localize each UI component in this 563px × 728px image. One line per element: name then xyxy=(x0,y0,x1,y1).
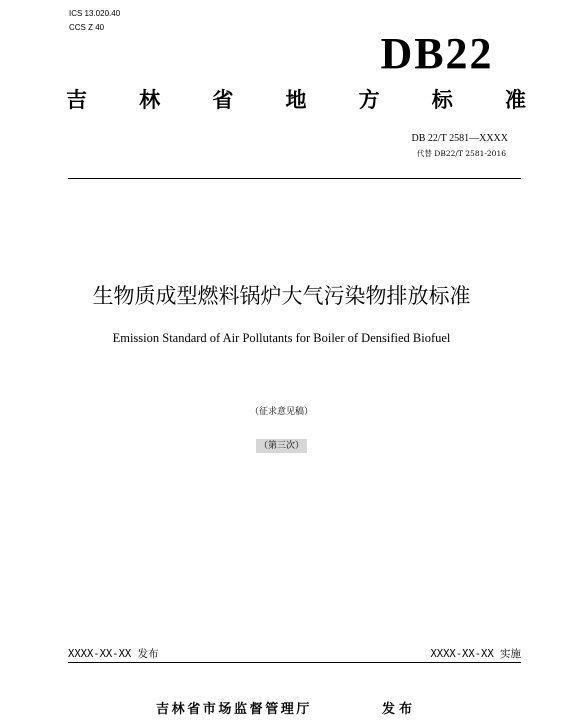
replaces-standard: 代替 DB22/T 2581-2016 xyxy=(416,149,506,158)
standard-type-char: 省 xyxy=(212,88,234,112)
chinese-title: 生物质成型燃料锅炉大气污染物排放标准 xyxy=(92,284,471,308)
standard-type-char: 地 xyxy=(285,88,307,112)
ccs-code: CCS Z 40 xyxy=(69,23,105,32)
draft-status: （征求意见稿） xyxy=(249,407,313,417)
standard-type-char: 标 xyxy=(431,88,453,112)
standard-number: DB 22/T 2581—XXXX xyxy=(411,133,508,144)
standard-type-char: 吉 xyxy=(66,88,87,112)
bottom-divider xyxy=(68,662,521,663)
standard-type-title xyxy=(66,86,526,114)
round-status: （第三次） xyxy=(256,439,307,453)
standard-type-char: 准 xyxy=(504,88,526,112)
top-divider xyxy=(68,178,521,179)
implement-date: XXXX-XX-XX 实施 xyxy=(430,648,521,660)
standard-type-char: 林 xyxy=(139,88,161,112)
round-status-wrap xyxy=(180,433,383,451)
english-title: Emission Standard of Air Pollutants for Boiler of Densified Biofuel xyxy=(112,331,451,345)
issue-label: 发布 xyxy=(382,702,417,717)
standard-code-logo: DB22 xyxy=(380,29,494,78)
issuing-authority: 吉林省市场监督管理厅 xyxy=(156,702,313,717)
standard-type-char: 方 xyxy=(358,88,380,112)
publish-date: XXXX-XX-XX 发布 xyxy=(68,648,159,660)
ics-code: ICS 13.020.40 xyxy=(69,9,121,18)
